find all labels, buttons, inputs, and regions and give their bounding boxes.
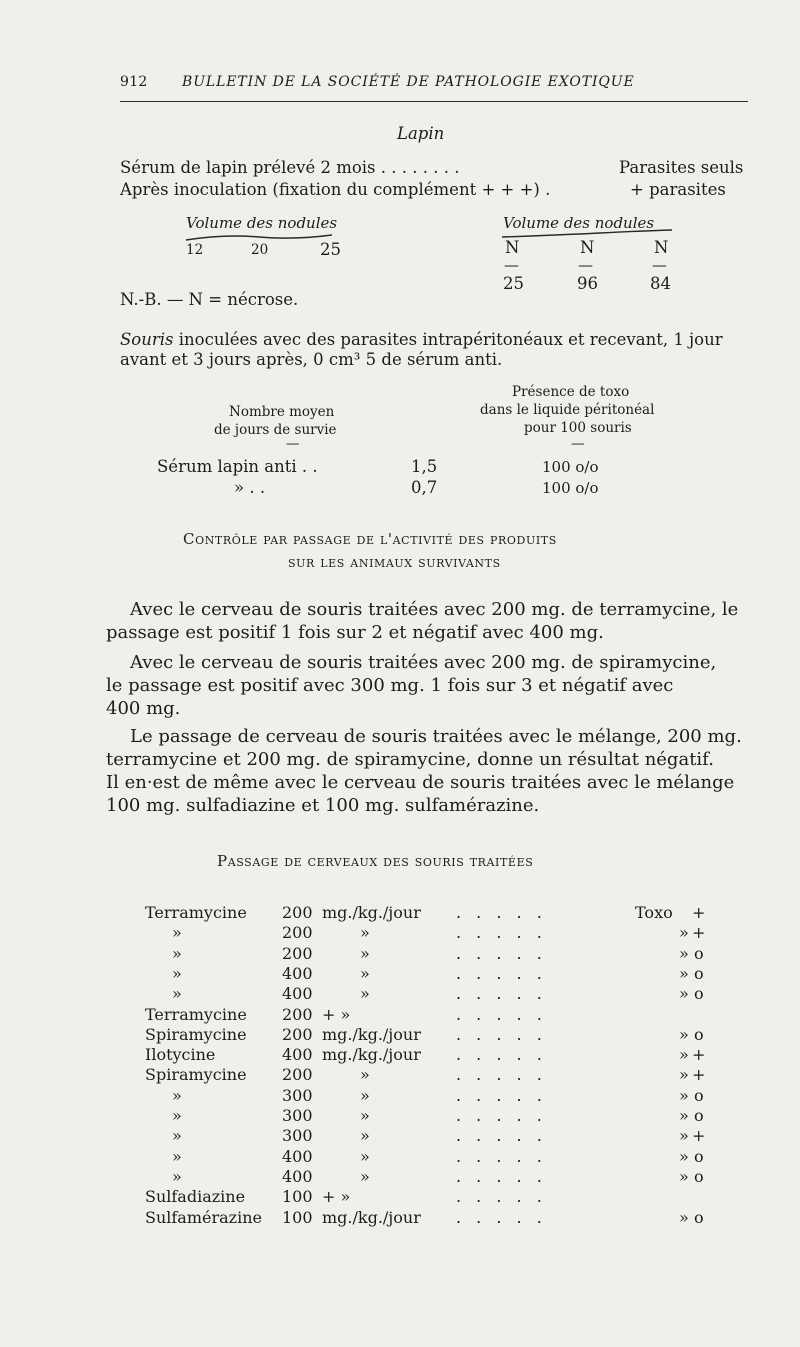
passage-drug: Ilotycine xyxy=(145,1045,216,1065)
passage-result-label: » xyxy=(679,1166,689,1186)
passage-drug: Sulfadiazine xyxy=(145,1187,246,1207)
right-n-1: N xyxy=(505,238,520,257)
passage-dose: 200 xyxy=(282,1024,313,1044)
passage-leader: . . . . . xyxy=(456,1126,547,1146)
col2-header-line3: pour 100 souris xyxy=(524,420,632,436)
controle-para-line-9: 100 mg. sulfadiazine et 100 mg. sulfamérazine. xyxy=(106,795,540,816)
passage-result: + xyxy=(692,1045,706,1065)
left-value-3: 25 xyxy=(320,240,341,259)
passage-unit: mg./kg./jour xyxy=(322,1207,421,1227)
left-value-2: 20 xyxy=(251,242,269,258)
passage-result-label: » xyxy=(679,1065,689,1085)
nb-note: N.-B. — N = nécrose. xyxy=(120,290,299,309)
passage-result-label: » xyxy=(679,984,689,1004)
passage-result-label: » xyxy=(679,1207,689,1227)
passage-drug: Spiramycine xyxy=(145,1065,247,1085)
passage-unit: » xyxy=(360,984,370,1004)
col1-dash: — xyxy=(286,436,300,452)
passage-drug: » xyxy=(172,963,182,983)
passage-result-label: » xyxy=(679,1106,689,1125)
right-value-1: 25 xyxy=(503,274,524,293)
souris-row1-days: 1,5 xyxy=(411,457,438,476)
passage-unit: » xyxy=(360,923,370,943)
passage-leader: . . . . . xyxy=(456,903,547,922)
passage-unit: » xyxy=(360,1146,370,1166)
passage-drug: » xyxy=(172,1085,182,1105)
col1-header-line2: de jours de survie xyxy=(214,422,337,438)
right-dash-3: — xyxy=(652,256,667,274)
passage-result: o xyxy=(694,1106,704,1125)
souris-row1-pct: 100 o/o xyxy=(542,458,599,476)
passage-leader: . . . . . xyxy=(456,963,547,983)
running-title: BULLETIN DE LA SOCIÉTÉ DE PATHOLOGIE EXOTIQUE xyxy=(182,74,635,90)
right-value-2: 96 xyxy=(577,274,598,293)
controle-para-line-3: Avec le cerveau de souris traitées avec 200 mg. de spiramycine, xyxy=(130,652,717,673)
passage-unit: + » xyxy=(322,1004,351,1024)
left-value-1: 12 xyxy=(186,242,204,258)
passage-unit: » xyxy=(360,1085,370,1105)
souris-row1-label: Sérum lapin anti . . xyxy=(157,457,318,476)
col2-header-line2: dans le liquide péritonéal xyxy=(480,402,655,418)
passage-dose: 200 xyxy=(282,923,313,943)
passage-result-label: » xyxy=(679,963,689,983)
passage-result-label: » xyxy=(679,1024,689,1044)
passage-unit: » xyxy=(360,943,370,963)
right-dash-2: — xyxy=(578,256,593,274)
passage-drug: » xyxy=(172,984,182,1004)
right-n-3: N xyxy=(654,238,669,257)
passage-drug: Terramycine xyxy=(145,903,247,922)
passage-drug: Sulfamérazine xyxy=(145,1207,262,1227)
controle-para-line-8: Il en·est de même avec le cerveau de souris traitées avec le mélange xyxy=(106,772,735,793)
passage-result-label: Toxo xyxy=(635,903,673,922)
passage-result: + xyxy=(692,1126,706,1146)
passage-result-label: » xyxy=(679,923,689,943)
col1-header-line1: Nombre moyen xyxy=(229,404,335,420)
souris-row2-label: » . . xyxy=(234,478,266,497)
souris-para-line1 xyxy=(120,330,723,349)
souris-para-line2: avant et 3 jours après, 0 cm³ 5 de sérum anti. xyxy=(120,350,503,369)
passage-unit: » xyxy=(360,1065,370,1085)
passage-unit: mg./kg./jour xyxy=(322,903,421,922)
passage-result: o xyxy=(694,1207,704,1227)
passage-result: o xyxy=(694,984,704,1004)
passage-dose: 400 xyxy=(282,1166,313,1186)
passage-result: o xyxy=(694,1146,704,1166)
passage-leader: . . . . . xyxy=(456,1146,547,1166)
passage-dose: 300 xyxy=(282,1085,313,1105)
souris-row2-pct: 100 o/o xyxy=(542,479,599,497)
passage-unit: » xyxy=(360,1166,370,1186)
col2-dash: — xyxy=(571,436,585,452)
controle-para-line-1: Avec le cerveau de souris traitées avec 200 mg. de terramycine, le xyxy=(130,599,739,620)
controle-para-line-7: terramycine et 200 mg. de spiramycine, donne un résultat négatif. xyxy=(106,749,714,770)
passage-dose: 300 xyxy=(282,1126,313,1146)
right-n-2: N xyxy=(580,238,595,257)
souris-italic: Souris xyxy=(120,330,174,349)
controle-para-line-2: passage est positif 1 fois sur 2 et négatif avec 400 mg. xyxy=(106,622,604,643)
passage-result-label: » xyxy=(679,1045,689,1065)
passage-drug: » xyxy=(172,1106,182,1125)
passage-dose: 300 xyxy=(282,1106,313,1125)
passage-drug: Terramycine xyxy=(145,1004,247,1024)
passage-drug: » xyxy=(172,943,182,963)
passage-leader: . . . . . xyxy=(456,1106,547,1125)
passage-leader: . . . . . xyxy=(456,1045,547,1065)
passage-dose: 200 xyxy=(282,903,313,922)
page-number: 912 xyxy=(120,74,148,90)
controle-para-line-4: le passage est positif avec 300 mg. 1 fois sur 3 et négatif avec xyxy=(106,675,674,696)
passage-leader: . . . . . xyxy=(456,943,547,963)
passage-leader: . . . . . xyxy=(456,1024,547,1044)
passage-dose: 100 xyxy=(282,1207,313,1227)
passage-result: o xyxy=(694,1085,704,1105)
passage-dose: 200 xyxy=(282,1004,313,1024)
passage-drug: » xyxy=(172,1126,182,1146)
passage-dose: 400 xyxy=(282,963,313,983)
passage-unit: » xyxy=(360,963,370,983)
passage-leader: . . . . . xyxy=(456,1207,547,1227)
passage-result: o xyxy=(694,1024,704,1044)
passage-dose: 200 xyxy=(282,1065,313,1085)
passage-result: + xyxy=(692,903,706,922)
passage-result: + xyxy=(692,1065,706,1085)
header-rule xyxy=(120,101,748,102)
passage-result-label: » xyxy=(679,1126,689,1146)
volume-heading-right: Volume des nodules xyxy=(503,214,655,232)
passage-dose: 400 xyxy=(282,1045,313,1065)
passage-result-label: » xyxy=(679,943,689,963)
passage-result: o xyxy=(694,963,704,983)
passage-leader: . . . . . xyxy=(456,1187,547,1207)
passage-result-label: » xyxy=(679,1146,689,1166)
passage-result: o xyxy=(694,943,704,963)
lapin-line2-right: + parasites xyxy=(630,180,726,199)
lapin-line1-left: Sérum de lapin prélevé 2 mois . . . . . . . . xyxy=(120,158,460,177)
passage-leader: . . . . . xyxy=(456,1166,547,1186)
passage-dose: 400 xyxy=(282,984,313,1004)
right-dash-1: — xyxy=(504,256,519,274)
controle-para-line-5: 400 mg. xyxy=(106,698,181,719)
passage-drug: Spiramycine xyxy=(145,1024,247,1044)
passage-drug: » xyxy=(172,1146,182,1166)
passage-unit: + » xyxy=(322,1187,351,1207)
passage-dose: 400 xyxy=(282,1146,313,1166)
volume-heading-left: Volume des nodules xyxy=(186,214,338,232)
passage-result: o xyxy=(694,1166,704,1186)
passage-leader: . . . . . xyxy=(456,1065,547,1085)
lapin-line2-left: Après inoculation (fixation du complément + + +) . xyxy=(120,180,551,199)
passage-result-label: » xyxy=(679,1085,689,1105)
passage-unit: » xyxy=(360,1126,370,1146)
passage-heading: Passage de cerveaux des souris traitées xyxy=(217,852,534,870)
passage-leader: . . . . . xyxy=(456,1085,547,1105)
passage-dose: 100 xyxy=(282,1187,313,1207)
passage-leader: . . . . . xyxy=(456,1004,547,1024)
passage-drug: » xyxy=(172,1166,182,1186)
passage-drug: » xyxy=(172,923,182,943)
passage-leader: . . . . . xyxy=(456,923,547,943)
right-value-3: 84 xyxy=(650,274,671,293)
passage-result: + xyxy=(692,923,706,943)
controle-para-line-6: Le passage de cerveau de souris traitées avec le mélange, 200 mg. xyxy=(130,726,742,747)
controle-heading-line1: Contrôle par passage de l'activité des produits xyxy=(183,530,557,548)
lapin-title: Lapin xyxy=(397,124,445,143)
passage-leader: . . . . . xyxy=(456,984,547,1004)
passage-unit: mg./kg./jour xyxy=(322,1024,421,1044)
controle-heading-line2: sur les animaux survivants xyxy=(288,553,501,571)
col2-header-line1: Présence de toxo xyxy=(512,384,630,400)
passage-dose: 200 xyxy=(282,943,313,963)
passage-unit: mg./kg./jour xyxy=(322,1045,421,1065)
passage-unit: » xyxy=(360,1106,370,1125)
lapin-line1-right: Parasites seuls xyxy=(619,158,744,177)
souris-line1-text: inoculées avec des parasites intrapéritonéaux et recevant, 1 jour xyxy=(173,330,723,349)
souris-row2-days: 0,7 xyxy=(411,478,438,497)
